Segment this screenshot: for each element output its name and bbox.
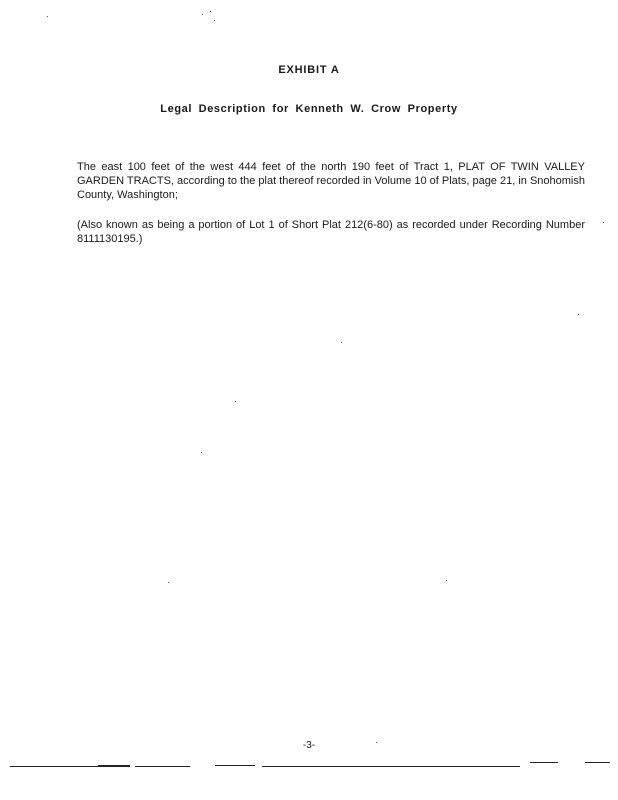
legal-description-subtitle: Legal Description for Kenneth W. Crow Property xyxy=(160,103,458,115)
scan-speck xyxy=(202,14,203,15)
scan-speck xyxy=(603,222,604,223)
page-number: -3- xyxy=(302,740,316,751)
scan-edge-line xyxy=(530,762,558,763)
exhibit-title: EXHIBIT A xyxy=(278,64,340,76)
scan-speck xyxy=(446,580,447,581)
scan-edge-line xyxy=(585,762,610,763)
legal-description-paragraph: The east 100 feet of the west 444 feet of the north 190 feet of Tract 1, PLAT OF TWIN VALLEY GARDEN TRACTS, according to the plat thereof recorded in Volume 10 of Plats, page 21, in Snohomish County, Washington; xyxy=(77,161,585,201)
scan-speck xyxy=(235,401,236,402)
scan-edge-line xyxy=(215,765,255,766)
scan-edge-line xyxy=(98,765,130,767)
scan-speck xyxy=(47,16,48,17)
scan-speck xyxy=(214,20,215,21)
scan-speck xyxy=(201,452,202,453)
scan-edge-line xyxy=(135,766,190,767)
scan-speck xyxy=(210,11,211,12)
scan-speck xyxy=(578,314,579,315)
scan-speck xyxy=(168,582,169,583)
also-known-as-paragraph: (Also known as being a portion of Lot 1 of Short Plat 212(6-80) as recorded under Recording Number 8111130195.) xyxy=(77,219,585,245)
scan-speck xyxy=(341,342,342,343)
scan-edge-line xyxy=(262,766,520,767)
